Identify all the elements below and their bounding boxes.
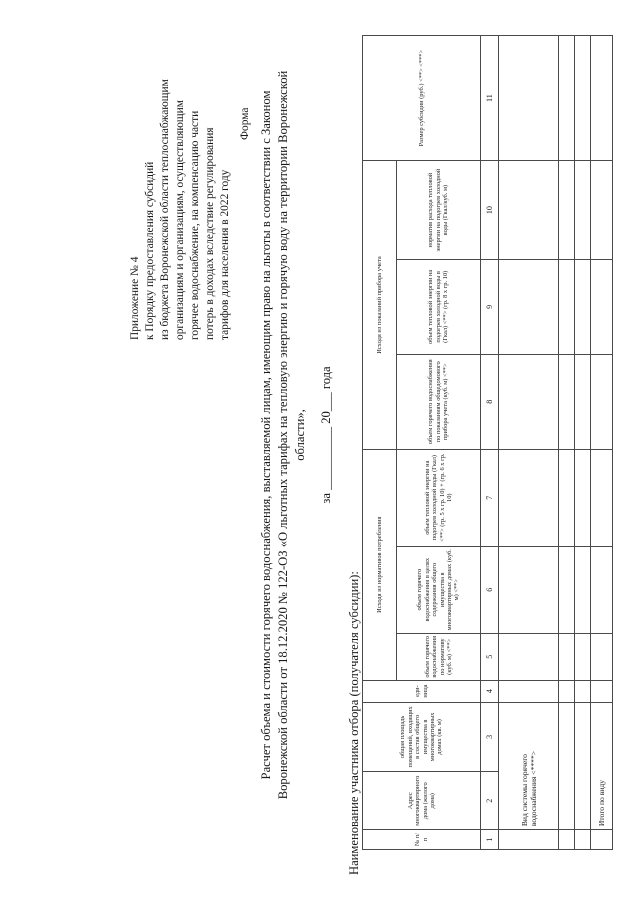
row-label: Вид системы горячего водоснабжения <****>	[519, 750, 538, 827]
col-num: 10	[485, 206, 494, 215]
header-hot-water-meter: объем горячего водоснабжения по показаниям общедомового прибора учета (куб. м) <**>	[427, 359, 450, 445]
appendix-line-5: горячее водоснабжение, на компенсацию части	[189, 110, 201, 340]
table-row	[575, 36, 591, 850]
header-area: общая площадь помещений, входящих в состав общего имущества в многоквартирных домах (кв. м)	[399, 706, 444, 768]
header-no: № п/п	[414, 833, 429, 847]
col-num: 7	[485, 495, 494, 500]
appendix-line-4: организациям и организациям, осуществляющим	[174, 100, 186, 340]
col-num: 5	[485, 654, 494, 659]
header-heat-meter: объем тепловой энергии на подогрев холодной воды в (Гкал) <**> (гр. 8 х гр. 10)	[427, 269, 450, 344]
table-row	[499, 36, 559, 850]
appendix-line-1: Приложение № 4	[129, 256, 141, 340]
subsidy-table	[362, 35, 613, 850]
table-row	[559, 36, 575, 850]
header-subsidy: Размер субсидии (руб.) <**> <***>	[417, 49, 425, 147]
header-norm-heat: норматив расхода тепловой энергии на подогрев холодной воды (Гкал/куб. м)	[427, 168, 450, 252]
column-number-row	[481, 36, 499, 850]
row-label	[565, 703, 569, 830]
header-group-meter: Исходя из показаний прибора учета	[375, 256, 383, 354]
period-blank: __________	[319, 426, 333, 490]
period-year: 20___ года	[319, 366, 333, 424]
title-line-1: Расчет объема и стоимости горячего водоснабжения, выставляемой лицам, имеющим право на льготы в соответствии с Законом	[259, 90, 273, 780]
row-label: Итого по виду	[597, 779, 606, 827]
col-num: 9	[485, 304, 494, 309]
participant-label: Наименование участника отбора (получателя субсидии):	[347, 571, 361, 875]
title-line-2: Воронежской области от 18.12.2020 № 122-ОЗ «О льготных тарифах на тепловую энергию и горячую воду на территории Воронежской	[276, 70, 290, 800]
header-volume-hot-water: объем горячего водоснабжения по нормативу (куб. м) <**>	[423, 635, 453, 678]
col-num: 8	[485, 399, 494, 404]
appendix-line-6: потерь в доходах вследствие регулирования	[204, 127, 216, 340]
col-num: 4	[485, 689, 494, 694]
col-num: 2	[485, 798, 494, 803]
appendix-line-3: из бюджета Воронежской области теплоснабжающим	[159, 79, 171, 340]
header-group-normative: Исходя из нормативов потребления	[375, 516, 383, 613]
header-heat-energy: объем тепловой энергии на подогрев холодной воды (Гкал) <**> (гр. 5 х гр. 10) + (гр. 6 х гр. 10)	[423, 453, 453, 542]
form-label: Форма	[239, 107, 251, 140]
header-volume-common: объем горячего водоснабжения в целях содержания общего имущества в многоквартирных домах (куб. м) <**>	[416, 549, 461, 631]
period-prefix: за	[319, 493, 333, 504]
header-unit: еди-ница	[414, 684, 429, 698]
col-num: 3	[485, 734, 494, 739]
title-line-3: области»,	[293, 409, 307, 461]
title-period	[318, 265, 335, 605]
table-row	[591, 36, 613, 850]
appendix-line-2: к Порядку предоставления субсидий	[144, 161, 156, 340]
col-num: 11	[485, 94, 494, 102]
col-num: 1	[485, 837, 494, 842]
appendix-line-7: тарифов для населения в 2022 году	[219, 169, 231, 340]
header-address: Адрес многоквартирного дома (жилого дома)	[406, 775, 436, 826]
row-label	[581, 703, 585, 830]
col-num: 6	[485, 587, 494, 592]
